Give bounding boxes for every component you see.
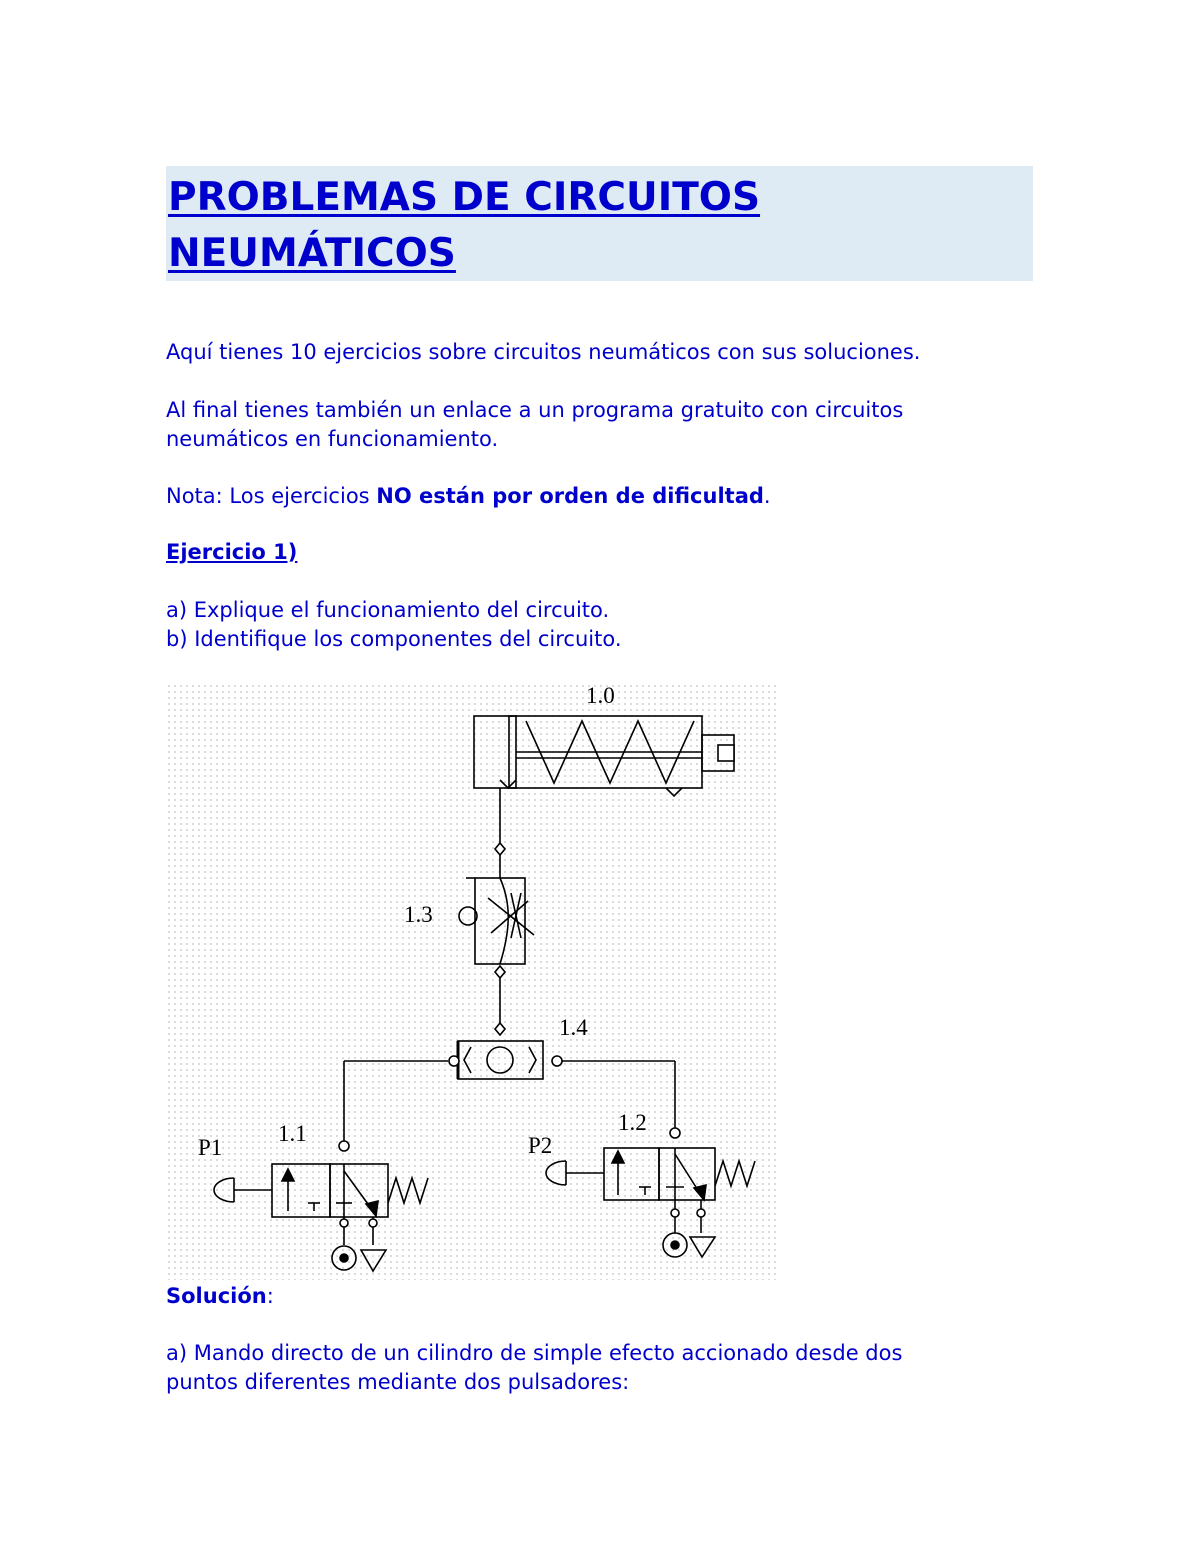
single-acting-cylinder bbox=[474, 716, 734, 796]
label-or-valve: 1.4 bbox=[559, 1015, 588, 1040]
question-a: a) Explique el funcionamiento del circuito. bbox=[166, 598, 610, 622]
label-flow-valve: 1.3 bbox=[404, 902, 433, 927]
circuit-svg bbox=[166, 683, 776, 1280]
label-cylinder: 1.0 bbox=[586, 683, 615, 708]
title-line-1: PROBLEMAS DE CIRCUITOS bbox=[168, 175, 761, 220]
label-valve-1: 1.1 bbox=[278, 1121, 307, 1146]
title-line-2: NEUMÁTICOS bbox=[168, 231, 456, 276]
final-link-paragraph bbox=[166, 396, 1036, 454]
exercise-heading: Ejercicio 1) bbox=[166, 540, 298, 564]
note-prefix: Nota: Los ejercicios bbox=[166, 484, 377, 508]
solution-heading bbox=[166, 1282, 1036, 1311]
flow-control-valve bbox=[459, 855, 534, 964]
shuttle-valve bbox=[458, 1041, 543, 1079]
page-title bbox=[168, 170, 1028, 282]
note-suffix: . bbox=[763, 484, 771, 508]
note-paragraph bbox=[166, 482, 1036, 511]
note-bold: NO están por orden de dificultad bbox=[376, 484, 764, 508]
label-valve-2: 1.2 bbox=[618, 1110, 647, 1135]
valve-1-2 bbox=[546, 1128, 755, 1257]
valve-1-1 bbox=[214, 1141, 428, 1271]
questions bbox=[166, 596, 1036, 654]
label-button-1: P1 bbox=[198, 1135, 223, 1160]
pneumatic-circuit-diagram bbox=[166, 683, 776, 1280]
intro-paragraph: Aquí tienes 10 ejercicios sobre circuitos neumáticos con sus soluciones. bbox=[166, 340, 921, 364]
label-button-2: P2 bbox=[528, 1133, 553, 1158]
solution-label: Solución bbox=[166, 1284, 267, 1308]
solution-colon: : bbox=[266, 1284, 274, 1308]
answer-line-1: a) Mando directo de un cilindro de simple efecto accionado desde dos bbox=[166, 1341, 903, 1365]
solution-answer bbox=[166, 1339, 1036, 1397]
answer-line-2: puntos diferentes mediante dos pulsadores: bbox=[166, 1370, 630, 1394]
final-line-2: neumáticos en funcionamiento. bbox=[166, 427, 499, 451]
final-line-1: Al final tienes también un enlace a un programa gratuito con circuitos bbox=[166, 398, 904, 422]
question-b: b) Identifique los componentes del circuito. bbox=[166, 627, 622, 651]
